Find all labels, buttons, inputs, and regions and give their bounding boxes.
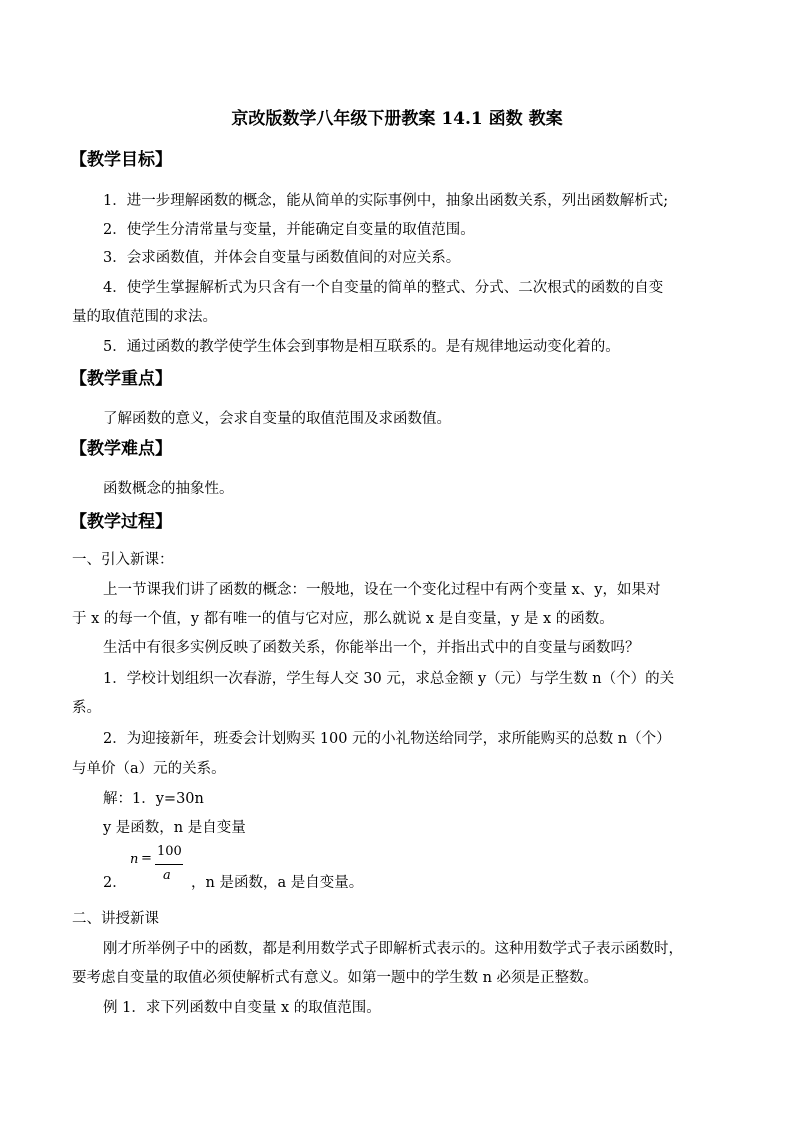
example-2-line-1: 2．为迎接新年，班委会计划购买 100 元的小礼物送给同学，求所能购买的总数 n（个） bbox=[103, 731, 671, 747]
solution-1: 解：1．y=30n bbox=[103, 791, 204, 807]
heading-teaching-goals: 【教学目标】 bbox=[70, 150, 172, 170]
part-1-paragraph-2: 生活中有很多实例反映了函数关系，你能举出一个，并指出式中的自变量与函数吗？ bbox=[103, 640, 640, 656]
example-2-line-2: 与单价（a）元的关系。 bbox=[72, 761, 226, 777]
part-2-paragraph-line-2: 要考虑自变量的取值必须使解析式有意义。如第一题中的学生数 n 必须是正整数。 bbox=[72, 970, 599, 986]
part-2-paragraph-line-1: 刚才所举例子中的函数，都是利用数学式子即解析式表示的。这种用数学式子表示函数时， bbox=[103, 941, 683, 957]
part-2-heading: 二、讲授新课 bbox=[72, 911, 159, 927]
heading-difficulties: 【教学难点】 bbox=[70, 439, 172, 459]
goal-item-3: 3．会求函数值，并体会自变量与函数值间的对应关系。 bbox=[103, 250, 461, 266]
example-1-line-2: 系。 bbox=[72, 700, 101, 716]
fraction-formula bbox=[130, 842, 190, 890]
document-title: 京改版数学八年级下册教案 14.1 函数 教案 bbox=[231, 109, 563, 129]
example-1-line-1: 1．学校计划组织一次春游，学生每人交 30 元，求总金额 y（元）与学生数 n（个）的关 bbox=[103, 671, 675, 687]
heading-key-points: 【教学重点】 bbox=[70, 369, 172, 389]
goal-item-1: 1．进一步理解函数的概念，能从简单的实际事例中，抽象出函数关系，列出函数解析式; bbox=[103, 193, 669, 209]
fraction-numerator: 100 bbox=[157, 844, 182, 859]
key-point-text: 了解函数的意义，会求自变量的取值范围及求函数值。 bbox=[103, 411, 451, 427]
solution-2-number: 2． bbox=[103, 875, 127, 891]
part-1-heading: 一、引入新课： bbox=[72, 552, 174, 568]
example-1-prompt: 例 1．求下列函数中自变量 x 的取值范围。 bbox=[103, 1000, 381, 1016]
difficulty-text: 函数概念的抽象性。 bbox=[103, 481, 234, 497]
solution-1-explanation: y 是函数，n 是自变量 bbox=[103, 820, 246, 836]
fraction-denominator: a bbox=[163, 868, 171, 883]
part-1-paragraph-1-line-1: 上一节课我们讲了函数的概念：一般地，设在一个变化过程中有两个变量 x、y，如果对 bbox=[103, 582, 661, 598]
goal-item-2: 2．使学生分清常量与变量，并能确定自变量的取值范围。 bbox=[103, 222, 475, 238]
fraction-lhs: n bbox=[130, 852, 139, 867]
fraction-equals: = bbox=[141, 851, 152, 866]
part-1-paragraph-1-line-2: 于 x 的每一个值，y 都有唯一的值与它对应，那么就说 x 是自变量，y 是 x 的函数。 bbox=[72, 611, 614, 627]
goal-item-4-line-1: 4．使学生掌握解析式为只含有一个自变量的简单的整式、分式、二次根式的函数的自变 bbox=[103, 280, 664, 296]
fraction-bar bbox=[155, 864, 183, 865]
goal-item-5: 5．通过函数的教学使学生体会到事物是相互联系的。是有规律地运动变化着的。 bbox=[103, 339, 620, 355]
heading-teaching-process: 【教学过程】 bbox=[70, 512, 172, 532]
goal-item-4-line-2: 量的取值范围的求法。 bbox=[72, 309, 217, 325]
solution-2-explanation: ，n 是函数，a 是自变量。 bbox=[191, 875, 364, 891]
